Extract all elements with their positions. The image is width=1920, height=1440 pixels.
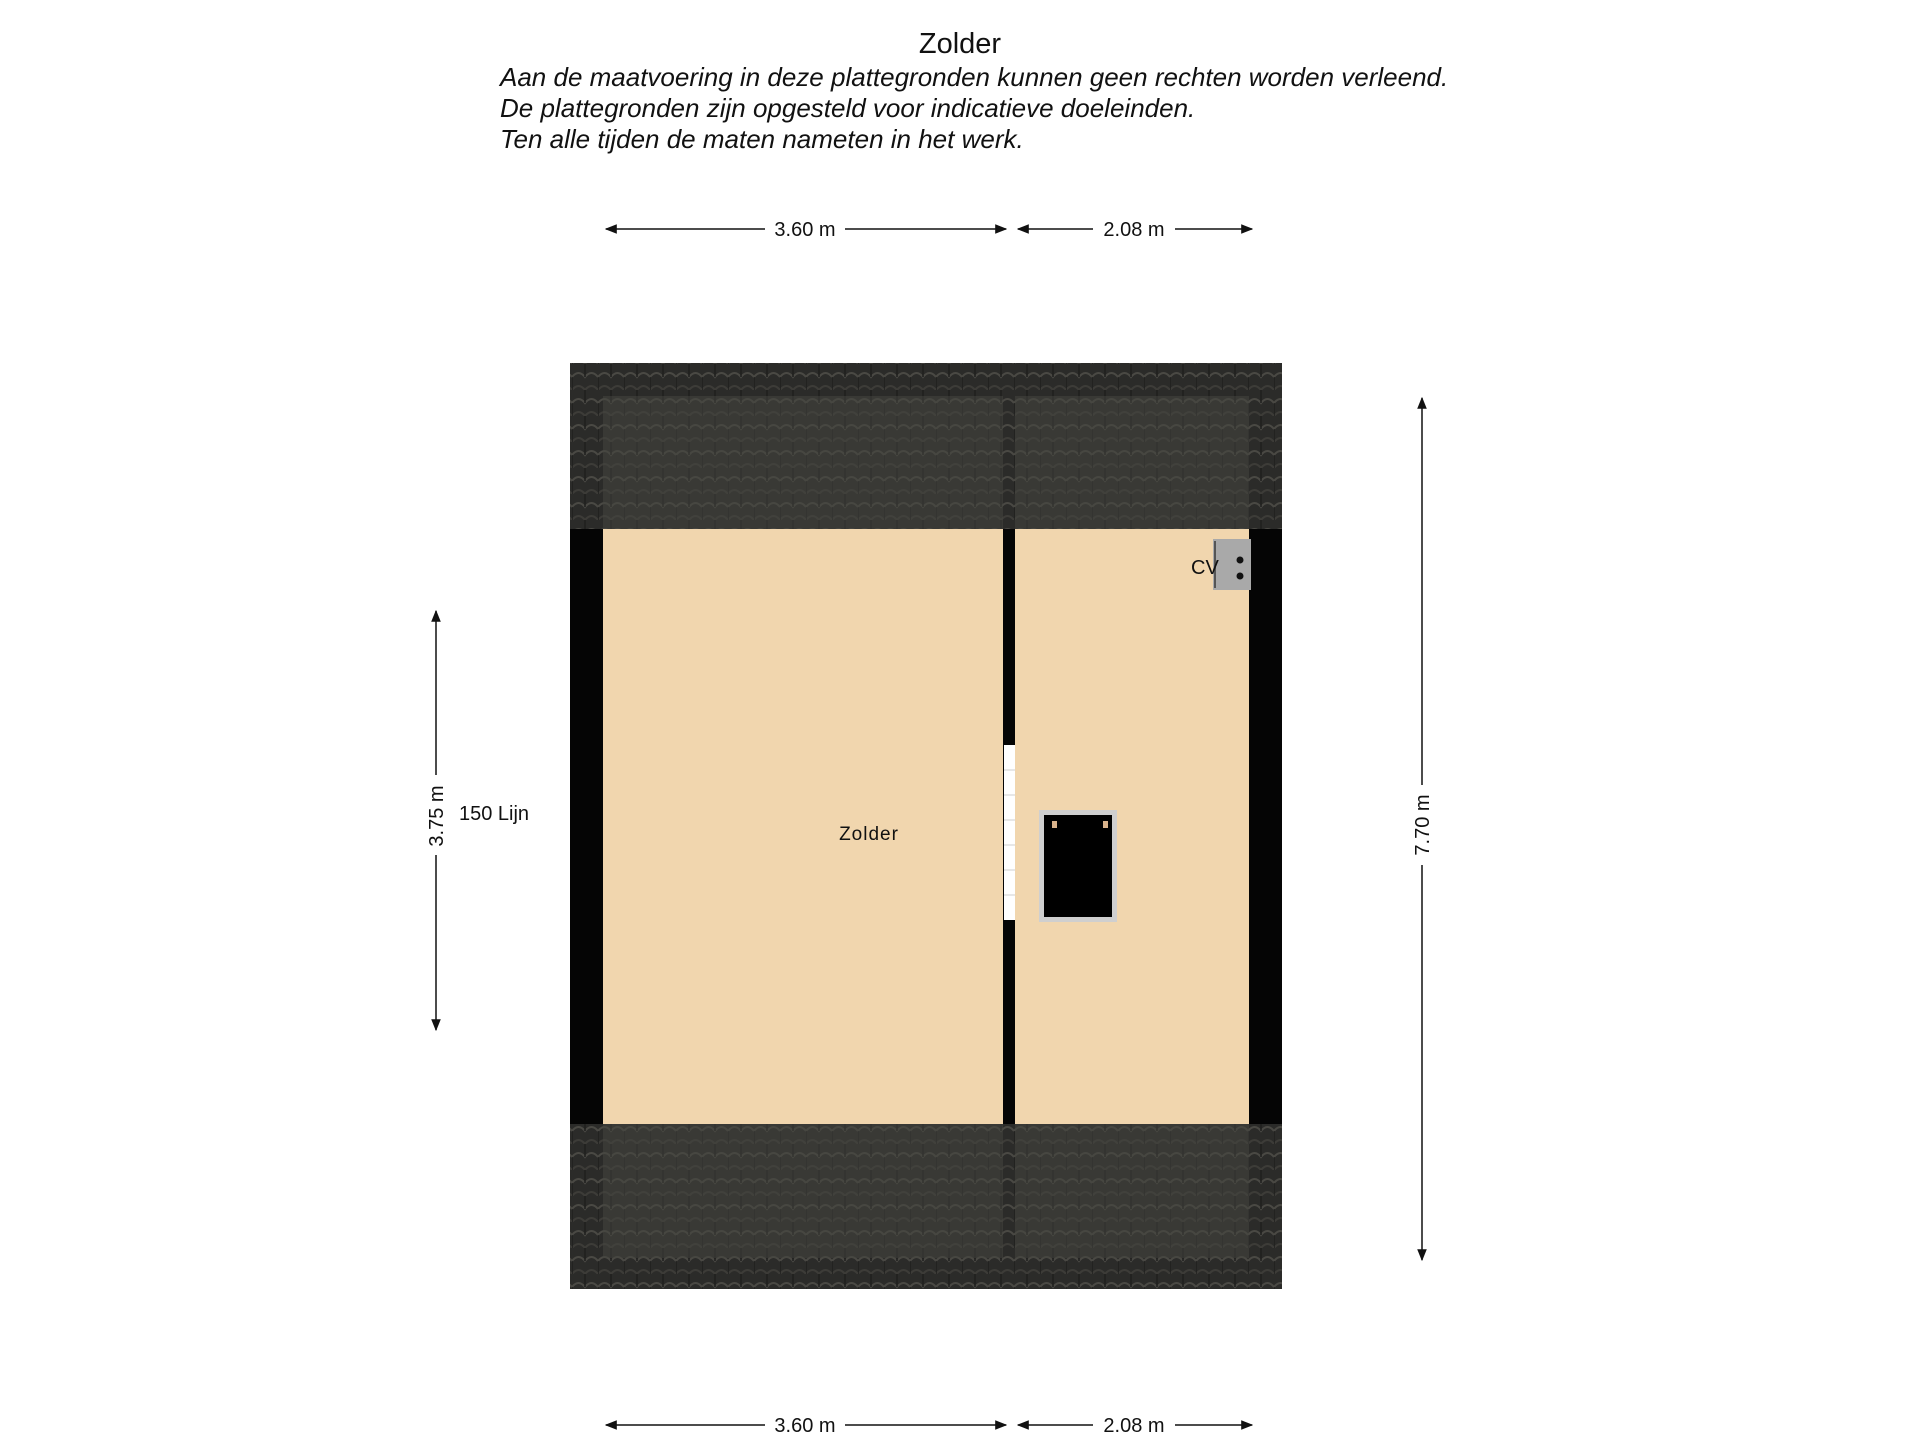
roof-top-inner-right	[1015, 396, 1249, 529]
dim-bottom-right: 2.08 m	[1103, 1415, 1165, 1437]
dim-bottom-left: 3.60 m	[774, 1415, 836, 1437]
disclaimer-line-1: Aan de maatvoering in deze plattegronden kunnen geen rechten worden verleend.	[500, 62, 1449, 92]
roof-top-inner-left	[603, 396, 1003, 529]
floor-left	[603, 529, 1003, 1124]
room-label: Zolder	[839, 824, 899, 845]
disclaimer-line-2: De plattegronden zijn opgesteld voor indicatieve doeleinden.	[500, 93, 1196, 123]
dim-right-vertical: 7.70 m	[1412, 794, 1434, 856]
roof-bottom-inner-right	[1015, 1124, 1249, 1258]
wall-opening	[1004, 745, 1015, 920]
dim-top-right: 2.08 m	[1103, 219, 1165, 241]
roof-bottom-inner-left	[603, 1124, 1003, 1258]
dim-left-vertical: 3.75 m	[426, 785, 448, 847]
side-note: 150 Lijn	[459, 803, 530, 825]
disclaimer-line-3: Ten alle tijden de maten nameten in het werk.	[500, 124, 1024, 154]
dim-top-left: 3.60 m	[774, 219, 836, 241]
page-title: Zolder	[918, 28, 1002, 60]
boiler-label: CV	[1191, 557, 1219, 579]
